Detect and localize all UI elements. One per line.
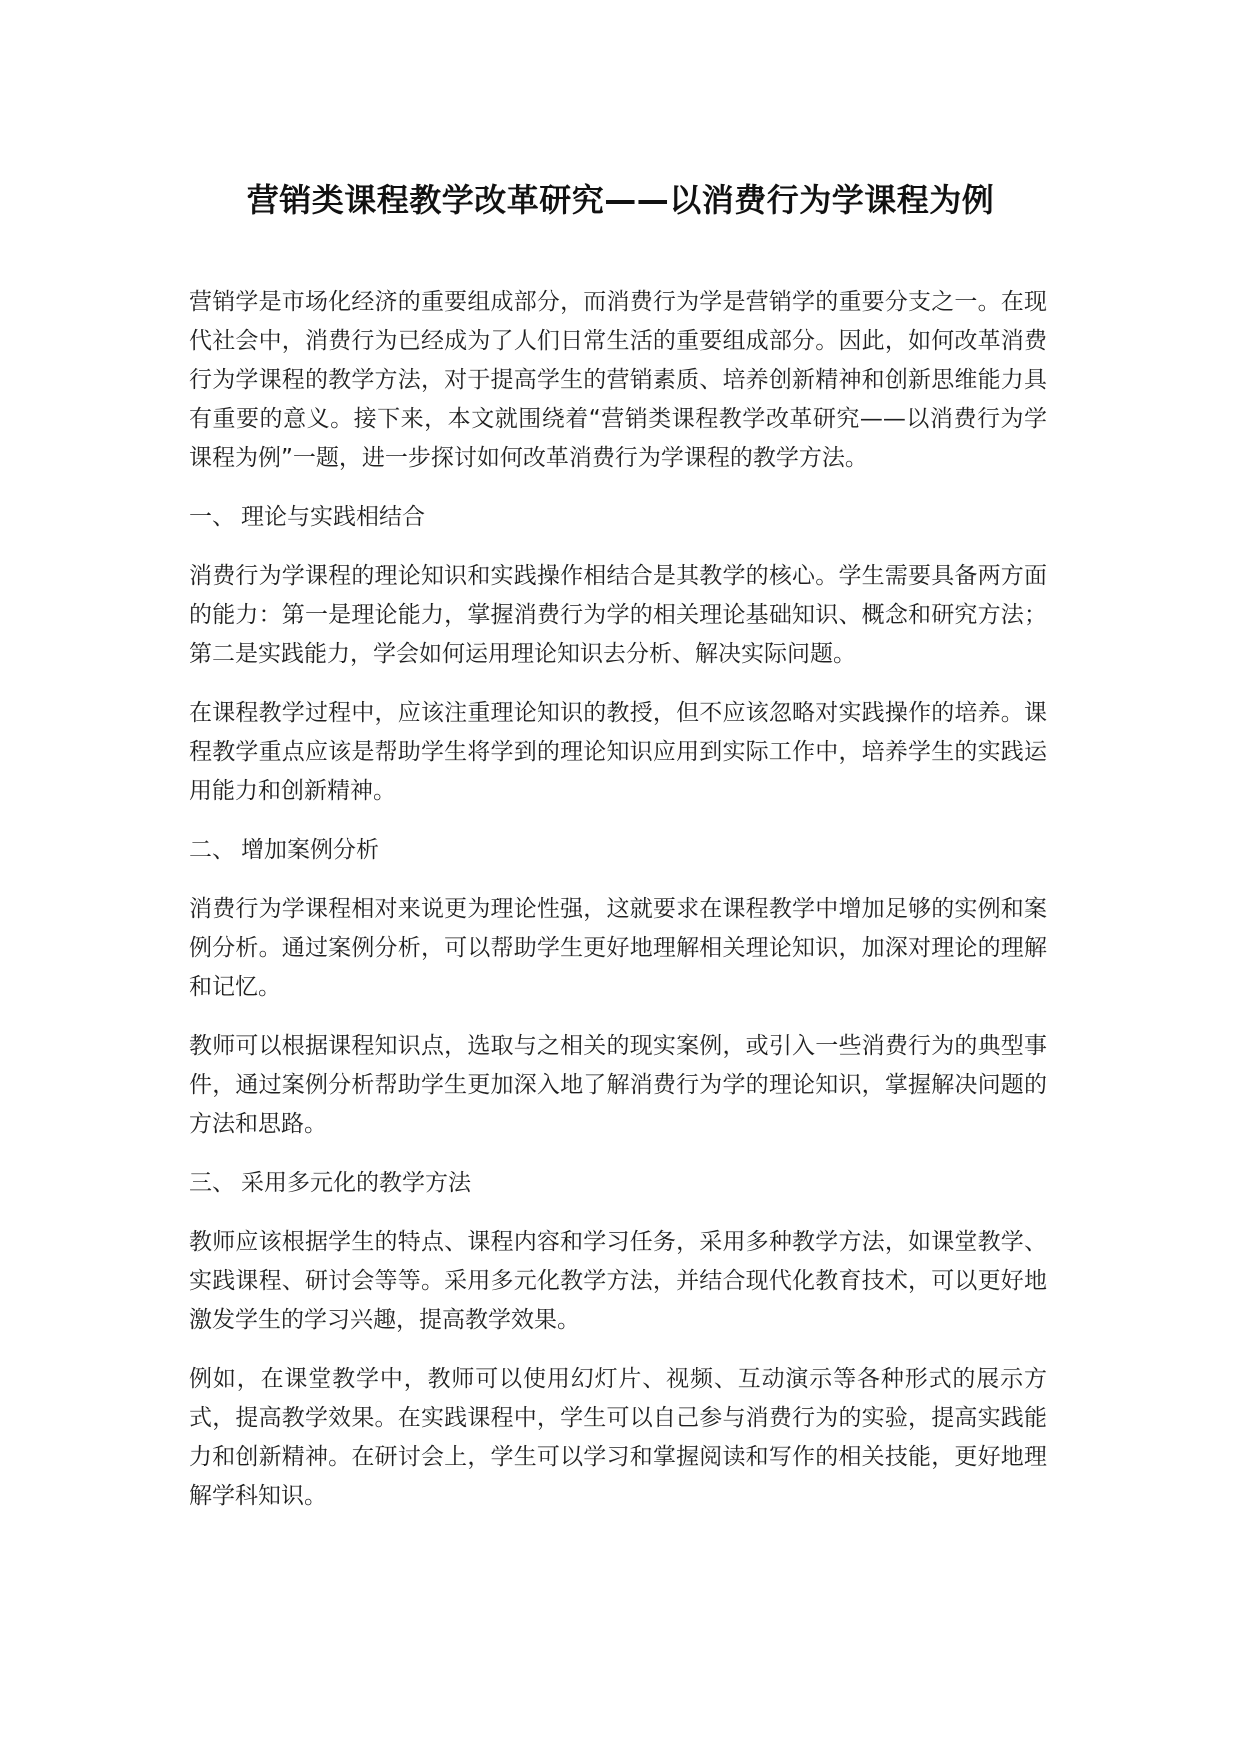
section-heading-text: 增加案例分析: [241, 837, 379, 863]
section-3-paragraph-2: 例如，在课堂教学中，教师可以使用幻灯片、视频、互动演示等各种形式的展示方式，提高教学效果。在实践课程中，学生可以自己参与消费行为的实验，提高实践能力和创新精神。在研讨会上，学生可以学习和掌握阅读和写作的相关技能，更好地理解学科知识。: [189, 1366, 1047, 1509]
section-3-paragraph-1: 教师应该根据学生的特点、课程内容和学习任务，采用多种教学方法，如课堂教学、实践课程、研讨会等等。采用多元化教学方法，并结合现代化教育技术，可以更好地激发学生的学习兴趣，提高教学效果。: [189, 1229, 1047, 1333]
section-number: 三、: [189, 1170, 235, 1196]
section-heading-1: [189, 498, 1047, 537]
intro-paragraph: 营销学是市场化经济的重要组成部分，而消费行为学是营销学的重要分支之一。在现代社会中，消费行为已经成为了人们日常生活的重要组成部分。因此，如何改革消费行为学课程的教学方法，对于提高学生的营销素质、培养创新精神和创新思维能力具有重要的意义。接下来，本文就围绕着“营销类课程教学改革研究——以消费行为学课程为例”一题，进一步探讨如何改革消费行为学课程的教学方法。: [189, 289, 1047, 471]
section-2-paragraph-2: 教师可以根据课程知识点，选取与之相关的现实案例，或引入一些消费行为的典型事件，通过案例分析帮助学生更加深入地了解消费行为学的理论知识，掌握解决问题的方法和思路。: [189, 1033, 1047, 1137]
section-1-paragraph-1: 消费行为学课程的理论知识和实践操作相结合是其教学的核心。学生需要具备两方面的能力：第一是理论能力，掌握消费行为学的相关理论基础知识、概念和研究方法；第二是实践能力，学会如何运用理论知识去分析、解决实际问题。: [189, 563, 1047, 667]
section-2-paragraph-1: 消费行为学课程相对来说更为理论性强，这就要求在课程教学中增加足够的实例和案例分析。通过案例分析，可以帮助学生更好地理解相关理论知识，加深对理论的理解和记忆。: [189, 896, 1047, 1000]
section-heading-3: [189, 1164, 1047, 1203]
section-heading-2: [189, 831, 1047, 870]
section-number: 二、: [189, 837, 235, 863]
section-1-paragraph-2: 在课程教学过程中，应该注重理论知识的教授，但不应该忽略对实践操作的培养。课程教学重点应该是帮助学生将学到的理论知识应用到实际工作中，培养学生的实践运用能力和创新精神。: [189, 700, 1047, 804]
section-heading-text: 采用多元化的教学方法: [241, 1170, 471, 1196]
document-body: [189, 283, 1047, 1536]
section-number: 一、: [189, 504, 235, 530]
section-heading-text: 理论与实践相结合: [241, 504, 425, 530]
document-title: 营销类课程教学改革研究——以消费行为学课程为例: [246, 181, 995, 219]
